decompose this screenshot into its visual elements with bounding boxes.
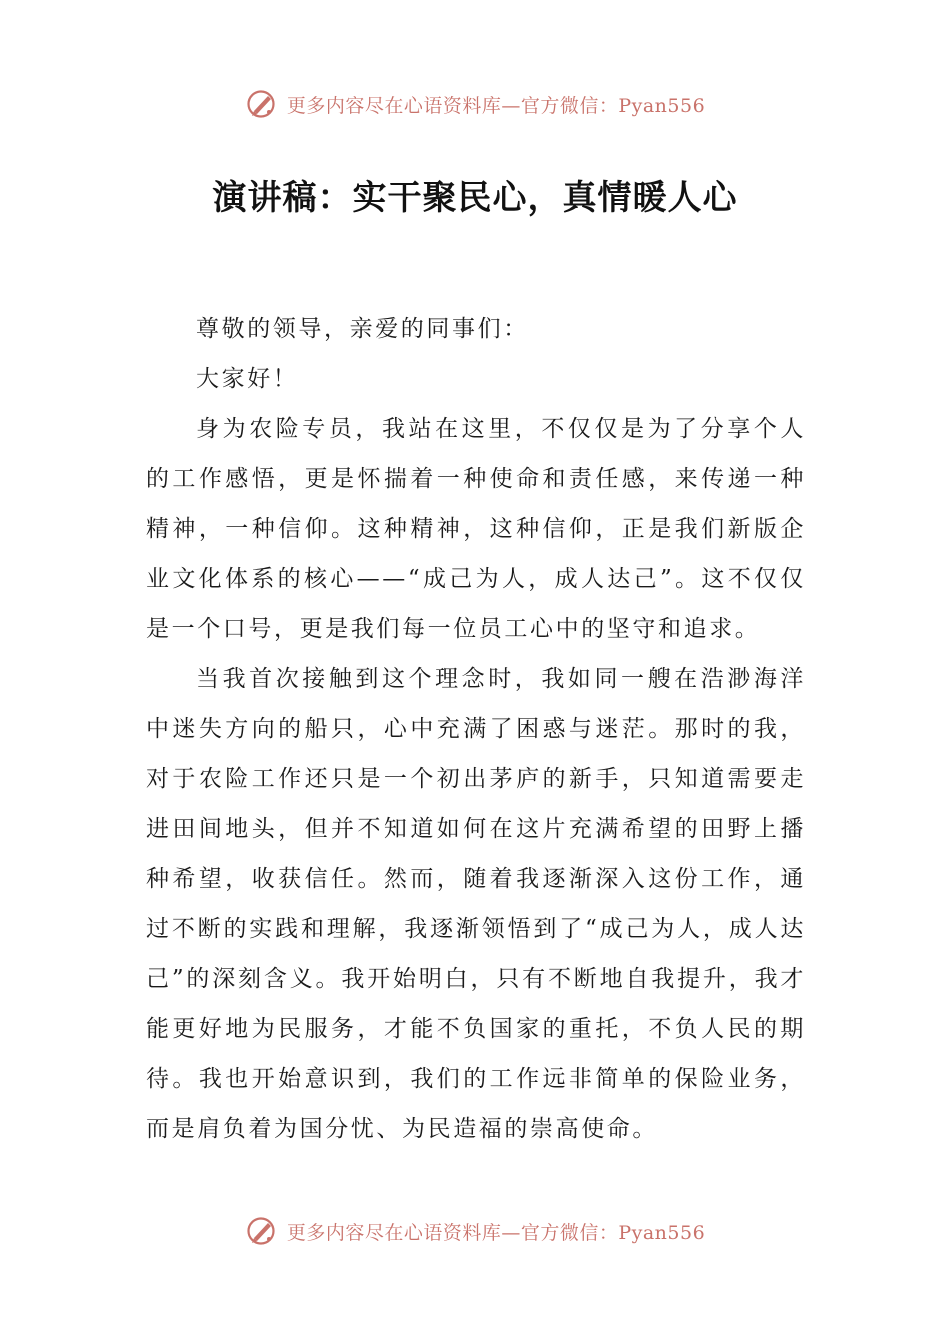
document-title: 演讲稿：实干聚民心，真情暖人心 xyxy=(212,178,738,218)
header-banner xyxy=(0,84,950,124)
paragraph-1: 身为农险专员，我站在这里，不仅仅是为了分享个人的工作感悟，更是怀揣着一种使命和责任感，来传递一种精神，一种信仰。这种精神，这种信仰，正是我们新版企业文化体系的核心——“成己为人，成人达己”。这不仅仅是一个口号，更是我们每一位员工心中的坚守和追求。 xyxy=(146,416,806,642)
footer-banner xyxy=(0,1211,950,1251)
pen-seal-logo-icon xyxy=(245,87,279,121)
footer-banner-text: 更多内容尽在心语资料库—官方微信：Pyan556 xyxy=(286,1221,706,1244)
speech-body xyxy=(146,304,806,1154)
salutation: 尊敬的领导，亲爱的同事们： xyxy=(196,316,529,342)
greeting: 大家好！ xyxy=(196,366,299,392)
pen-seal-logo-icon xyxy=(245,1214,279,1248)
paragraph-2: 当我首次接触到这个理念时，我如同一艘在浩渺海洋中迷失方向的船只，心中充满了困惑与迷茫。那时的我，对于农险工作还只是一个初出茅庐的新手，只知道需要走进田间地头，但并不知道如何在这片充满希望的田野上播种希望，收获信任。然而，随着我逐渐深入这份工作，通过不断的实践和理解，我逐渐领悟到了“成己为人，成人达己”的深刻含义。我开始明白，只有不断地自我提升，我才能更好地为民服务，才能不负国家的重托，不负人民的期待。我也开始意识到，我们的工作远非简单的保险业务，而是肩负着为国分忧、为民造福的崇高使命。 xyxy=(146,666,806,1142)
header-banner-text: 更多内容尽在心语资料库—官方微信：Pyan556 xyxy=(286,94,706,117)
